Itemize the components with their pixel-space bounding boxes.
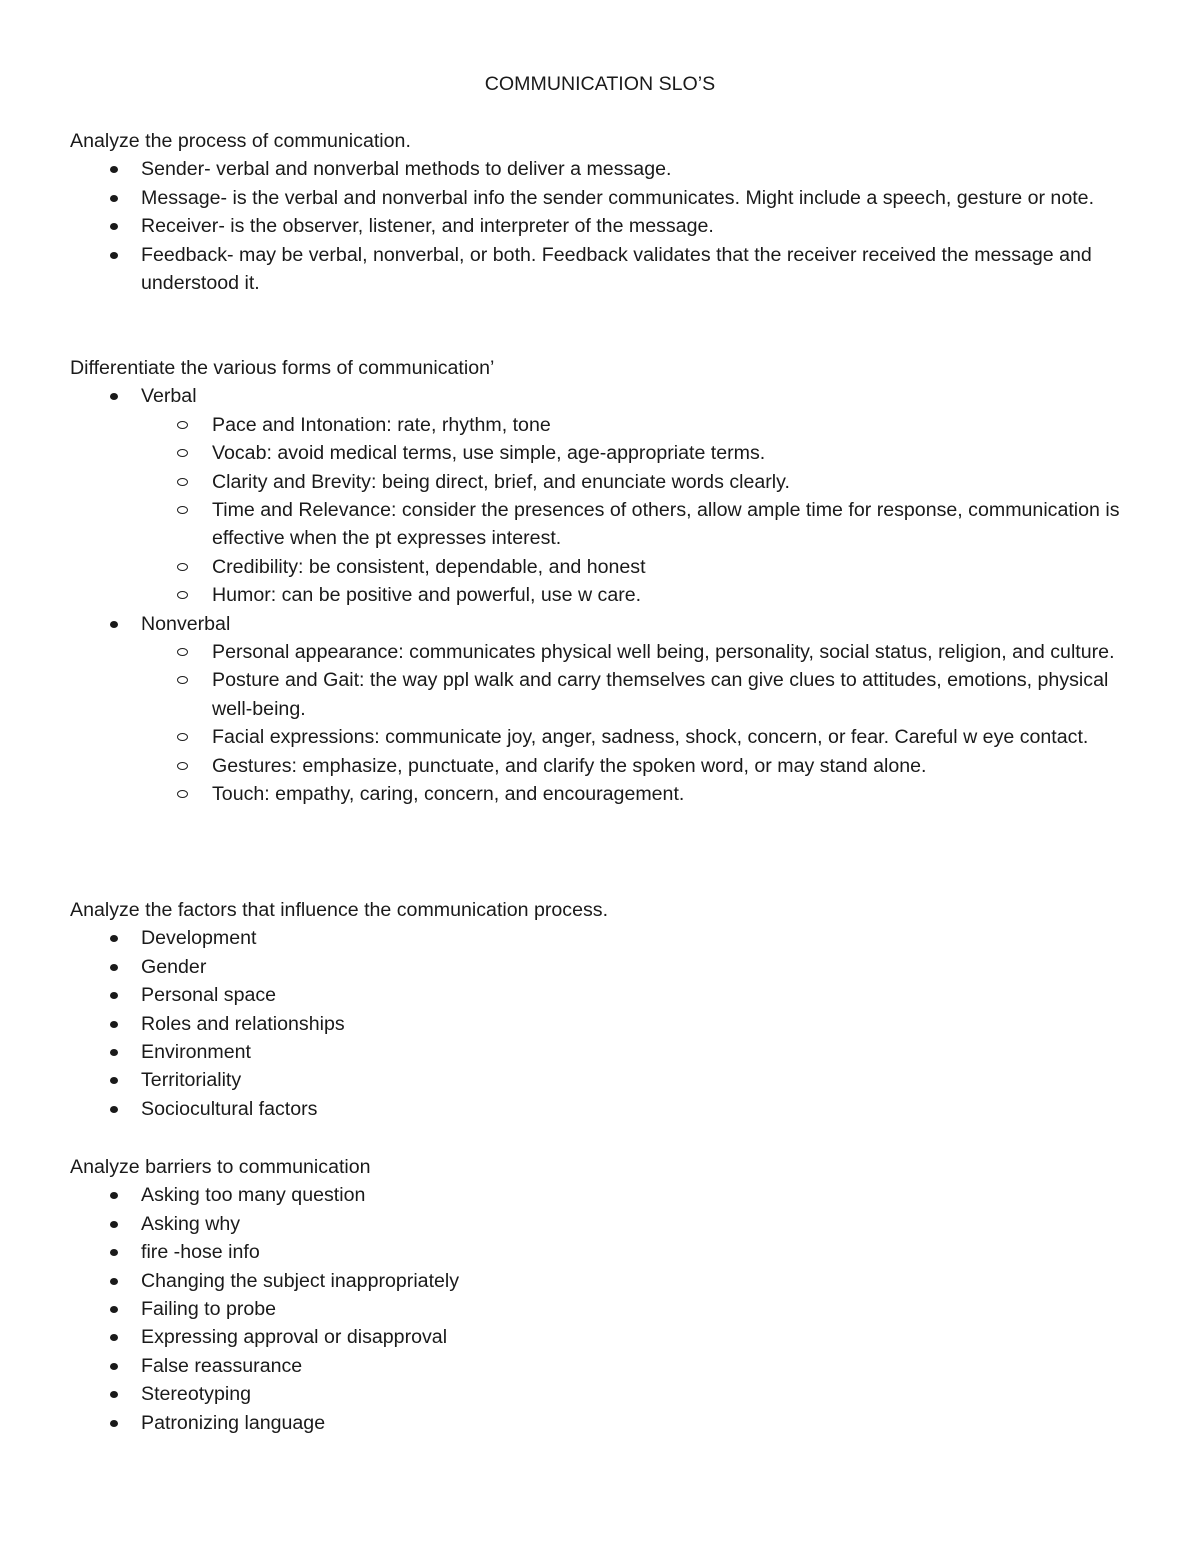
bullet-icon [110,1278,118,1285]
bullet-icon [110,935,118,942]
page-title: COMMUNICATION SLO’S [484,73,716,95]
hollow-bullet-icon [177,449,188,457]
section-process [70,127,1140,297]
hollow-bullet-icon [177,478,188,486]
list-item: Stereotyping [70,1380,1140,1408]
bullet-icon [110,1334,118,1341]
bullet-icon [110,1306,118,1313]
bullet-icon [110,621,118,628]
bullet-icon [110,1021,118,1028]
list-item: Sender- verbal and nonverbal methods to deliver a message. [70,155,1140,183]
hollow-bullet-icon [177,790,188,798]
sub-list-item: Time and Relevance: consider the presences of others, allow ample time for response, communication is effective when the pt expresses interest. [70,496,1140,553]
list-item: Sociocultural factors [70,1095,1140,1123]
section-heading: Analyze the process of communication. [70,130,411,152]
list-item: Gender [70,953,1140,981]
list-item: Changing the subject inappropriately [70,1267,1140,1295]
bullet-icon [110,1192,118,1199]
sub-list-item: Clarity and Brevity: being direct, brief, and enunciate words clearly. [70,468,1140,496]
sub-list-item: Credibility: be consistent, dependable, and honest [70,553,1140,581]
section-factors [70,896,1140,1123]
bullet-icon [110,1221,118,1228]
list-item: False reassurance [70,1352,1140,1380]
bullet-icon [110,1077,118,1084]
section-heading: Differentiate the various forms of communication’ [70,357,495,379]
bullet-icon [110,252,118,259]
sub-list-item: Touch: empathy, caring, concern, and encouragement. [70,780,1140,808]
bullet-icon [110,992,118,999]
bullet-icon [110,1363,118,1370]
section-barriers [70,1153,1140,1437]
bullet-icon [110,1249,118,1256]
list-item: Personal space [70,981,1140,1009]
hollow-bullet-icon [177,421,188,429]
list-item: Territoriality [70,1066,1140,1094]
hollow-bullet-icon [177,762,188,770]
bullet-icon [110,195,118,202]
list-item: fire -hose info [70,1238,1140,1266]
list-item: Environment [70,1038,1140,1066]
bullet-icon [110,166,118,173]
sub-list-item: Gestures: emphasize, punctuate, and clarify the spoken word, or may stand alone. [70,752,1140,780]
hollow-bullet-icon [177,676,188,684]
sub-list-item: Facial expressions: communicate joy, anger, sadness, shock, concern, or fear. Careful w eye contact. [70,723,1140,751]
bullet-icon [110,964,118,971]
section-heading: Analyze the factors that influence the communication process. [70,899,609,921]
bullet-list [70,924,1140,1123]
bullet-icon [110,223,118,230]
bullet-icon [110,393,118,400]
bullet-icon [110,1420,118,1427]
hollow-bullet-icon [177,591,188,599]
hollow-bullet-icon [177,563,188,571]
sub-list-item: Humor: can be positive and powerful, use w care. [70,581,1140,609]
bullet-icon [110,1049,118,1056]
sub-bullet-list [70,638,1140,808]
hollow-bullet-icon [177,506,188,514]
section-forms [70,354,1140,809]
list-item: Message- is the verbal and nonverbal info the sender communicates. Might include a speech, gesture or note. [70,184,1140,212]
bullet-icon [110,1106,118,1113]
list-item: Nonverbal Personal appearance: communicates physical well being, personality, social status, religion, and culture. Posture and Gait: the way ppl walk and carry themselves can give clues to attitudes, emotions, physical well-being. Facial expressions: communicate joy, anger, sadness, shock, concern, or fear. Careful w eye contact. Gestures: emphasize, punctuate, and clarify the spoken word, or may stand alone. Touch: empathy, caring, concern, and encouragement. [70,610,1140,809]
hollow-bullet-icon [177,733,188,741]
sub-list-item: Personal appearance: communicates physical well being, personality, social status, religion, and culture. [70,638,1140,666]
list-item: Receiver- is the observer, listener, and interpreter of the message. [70,212,1140,240]
hollow-bullet-icon [177,648,188,656]
list-item: Patronizing language [70,1409,1140,1437]
list-item: Roles and relationships [70,1010,1140,1038]
list-item: Expressing approval or disapproval [70,1323,1140,1351]
sub-list-item: Vocab: avoid medical terms, use simple, age-appropriate terms. [70,439,1140,467]
list-item: Asking why [70,1210,1140,1238]
bullet-list [70,1181,1140,1437]
list-item: Verbal Pace and Intonation: rate, rhythm, tone Vocab: avoid medical terms, use simple, age-appropriate terms. Clarity and Brevity: being direct, brief, and enunciate words clearly. Time and Relevance: consider the presences of others, allow ample time for response, communication is effective when the pt expresses interest. Credibility: be consistent, dependable, and honest Humor: can be positive and powerful, use w care. [70,382,1140,609]
sub-bullet-list [70,411,1140,610]
sub-list-item: Posture and Gait: the way ppl walk and carry themselves can give clues to attitudes, emotions, physical well-being. [70,666,1140,723]
list-item: Asking too many question [70,1181,1140,1209]
sub-list-item: Pace and Intonation: rate, rhythm, tone [70,411,1140,439]
bullet-list [70,155,1140,297]
section-heading: Analyze barriers to communication [70,1156,371,1178]
list-item: Feedback- may be verbal, nonverbal, or both. Feedback validates that the receiver received the message and understood it. [70,241,1140,298]
list-item: Failing to probe [70,1295,1140,1323]
bullet-list [70,382,1140,808]
bullet-icon [110,1391,118,1398]
list-item: Development [70,924,1140,952]
